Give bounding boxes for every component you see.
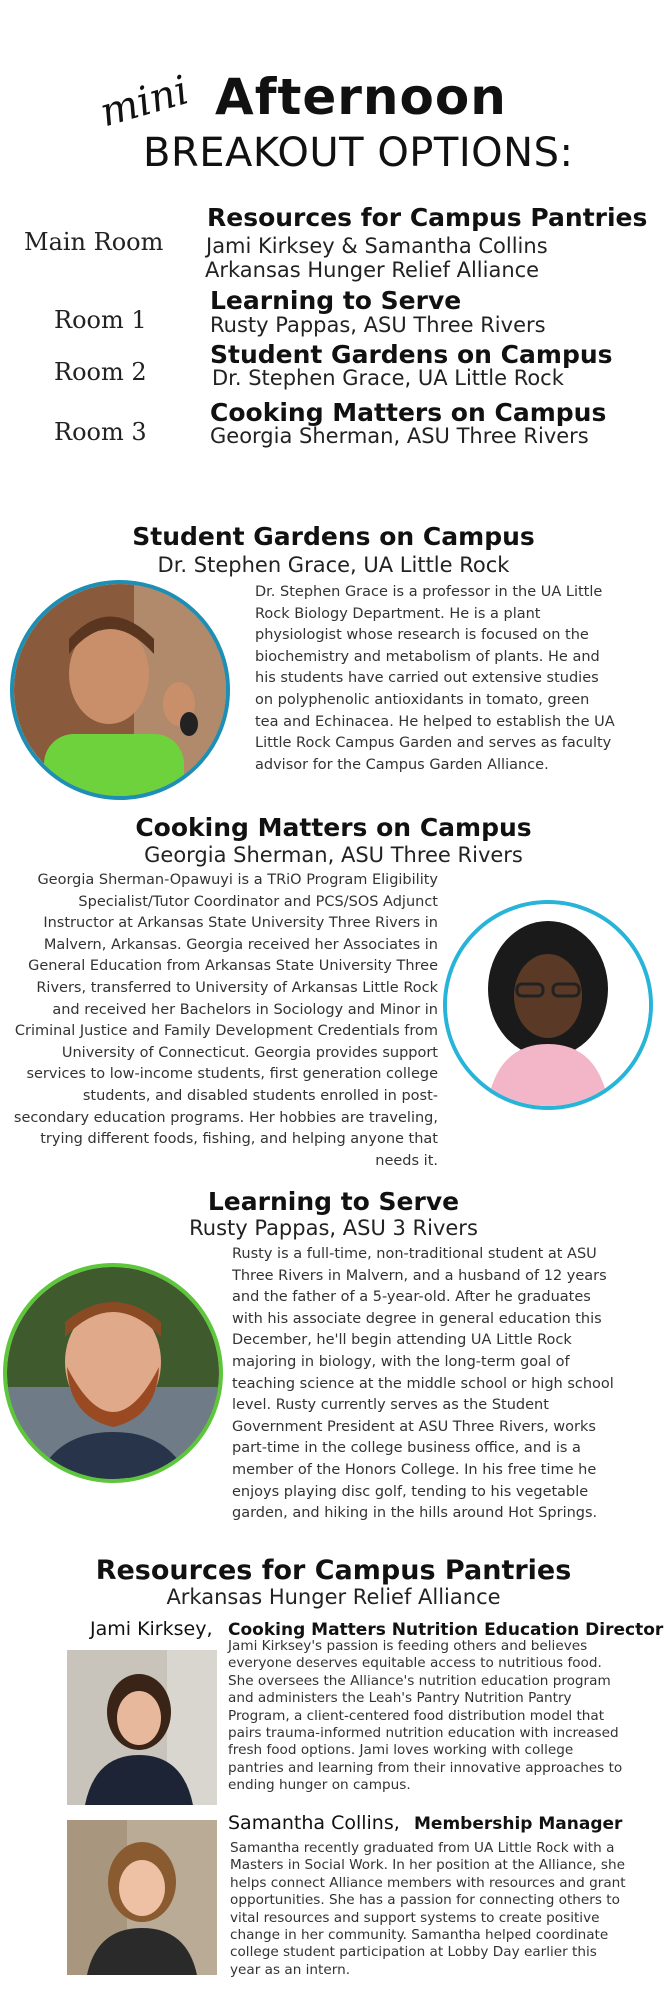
learning-section-subtitle: Rusty Pappas, ASU 3 Rivers bbox=[189, 1216, 478, 1240]
pantries-section-title: Resources for Campus Pantries bbox=[95, 1555, 572, 1586]
session-title-learning: Learning to Serve bbox=[210, 286, 462, 315]
pantries-section-subtitle: Arkansas Hunger Relief Alliance bbox=[166, 1585, 501, 1609]
session-org-pantries: Arkansas Hunger Relief Alliance bbox=[205, 258, 540, 282]
session-title-cooking: Cooking Matters on Campus bbox=[210, 398, 607, 427]
mini-script-label: mini bbox=[95, 67, 194, 137]
portrait-illustration bbox=[67, 1820, 217, 1975]
room-label-main: Main Room bbox=[24, 228, 164, 256]
georgia-sherman-photo bbox=[443, 900, 653, 1110]
jami-kirksey-bio: Jami Kirksey's passion is feeding others and believes everyone deserves equitable access to nutritious food. She oversees the Alliance's nutrition education program and administers the Leah's Pantry Nutrition Pantry Program, a client-centered food distribution model that pairs trauma-informed nutrition education with increased fresh food options. Jami loves working with college pantries and learning from their innovative approaches to ending hunger on campus. bbox=[228, 1638, 623, 1794]
learning-section-title: Learning to Serve bbox=[207, 1187, 460, 1216]
jami-kirksey-photo bbox=[67, 1650, 217, 1805]
page-subtitle: BREAKOUT OPTIONS: bbox=[143, 130, 574, 176]
room-label-1: Room 1 bbox=[54, 306, 147, 334]
samantha-collins-photo bbox=[67, 1820, 217, 1975]
session-speakers-pantries: Jami Kirksey & Samantha Collins bbox=[206, 234, 548, 258]
session-title-pantries: Resources for Campus Pantries bbox=[207, 203, 648, 232]
page-title: Afternoon bbox=[215, 68, 507, 126]
gardens-section-title: Student Gardens on Campus bbox=[132, 522, 535, 551]
rusty-pappas-photo bbox=[3, 1263, 223, 1483]
room-label-3: Room 3 bbox=[54, 418, 147, 446]
session-speaker-gardens: Dr. Stephen Grace, UA Little Rock bbox=[212, 366, 564, 390]
session-speaker-cooking: Georgia Sherman, ASU Three Rivers bbox=[210, 424, 589, 448]
portrait-illustration bbox=[14, 584, 226, 796]
portrait-illustration bbox=[447, 904, 649, 1106]
jami-kirksey-name: Jami Kirksey, bbox=[90, 1618, 213, 1640]
stephen-grace-photo bbox=[10, 580, 230, 800]
learning-bio: Rusty is a full-time, non-traditional student at ASU Three Rivers in Malvern, and a husband of 12 years and the father of a 5-year-old. After he graduates with his associate degree in general education this December, he'll begin attending UA Little Rock majoring in biology, with the long-term goal of teaching science at the middle school or high school level. Rusty currently serves as the Student Government President at ASU Three Rivers, works part-time in the college business office, and is a member of the Honors College. In his free time he enjoys playing disc golf, tending to his vegetable garden, and hiking in the hills around Hot Springs. bbox=[232, 1246, 614, 1522]
jami-kirksey-role: Cooking Matters Nutrition Education Director bbox=[228, 1620, 664, 1640]
samantha-collins-name: Samantha Collins, bbox=[228, 1812, 400, 1834]
gardens-bio: Dr. Stephen Grace is a professor in the UA Little Rock Biology Department. He is a plant physiologist whose research is focused on the biochemistry and metabolism of plants. He and his students have carried out extensive studies on polyphenolic antioxidants in tomato, green tea and Echinacea. He helped to establish the UA Little Rock Campus Garden and serves as faculty advisor for the Campus Garden Alliance. bbox=[255, 584, 615, 773]
samantha-collins-role: Membership Manager bbox=[414, 1814, 623, 1834]
portrait-illustration bbox=[67, 1650, 217, 1805]
cooking-section-title: Cooking Matters on Campus bbox=[135, 813, 532, 842]
gardens-section-subtitle: Dr. Stephen Grace, UA Little Rock bbox=[157, 553, 510, 577]
cooking-section-subtitle: Georgia Sherman, ASU Three Rivers bbox=[144, 843, 523, 867]
room-label-2: Room 2 bbox=[54, 358, 147, 386]
cooking-bio: Georgia Sherman-Opawuyi is a TRiO Program Eligibility Specialist/Tutor Coordinator and PCS/SOS Adjunct Instructor at Arkansas State University Three Rivers in Malvern, Arkansas. Georgia received her Associates in General Education from Arkansas State University Three Rivers, transferred to University of Arkansas Little Rock and received her Bachelors in Sociology and Minor in Criminal Justice and Family Development Credentials from University of Connecticut. Georgia provides support services to low-income students, first generation college students, and disabled students enrolled in post-secondary education programs. Her hobbies are traveling, trying different foods, fishing, and helping anyone that needs it. bbox=[13, 872, 438, 1169]
portrait-illustration bbox=[7, 1267, 219, 1479]
session-speaker-learning: Rusty Pappas, ASU Three Rivers bbox=[210, 313, 546, 337]
session-title-gardens: Student Gardens on Campus bbox=[210, 340, 613, 369]
samantha-collins-bio: Samantha recently graduated from UA Little Rock with a Masters in Social Work. In her position at the Alliance, she helps connect Alliance members with resources and grant opportunities. She has a passion for connecting others to vital resources and support systems to create positive change in her community. Samantha helped coordinate college student participation at Lobby Day earlier this year as an intern. bbox=[230, 1840, 626, 1978]
